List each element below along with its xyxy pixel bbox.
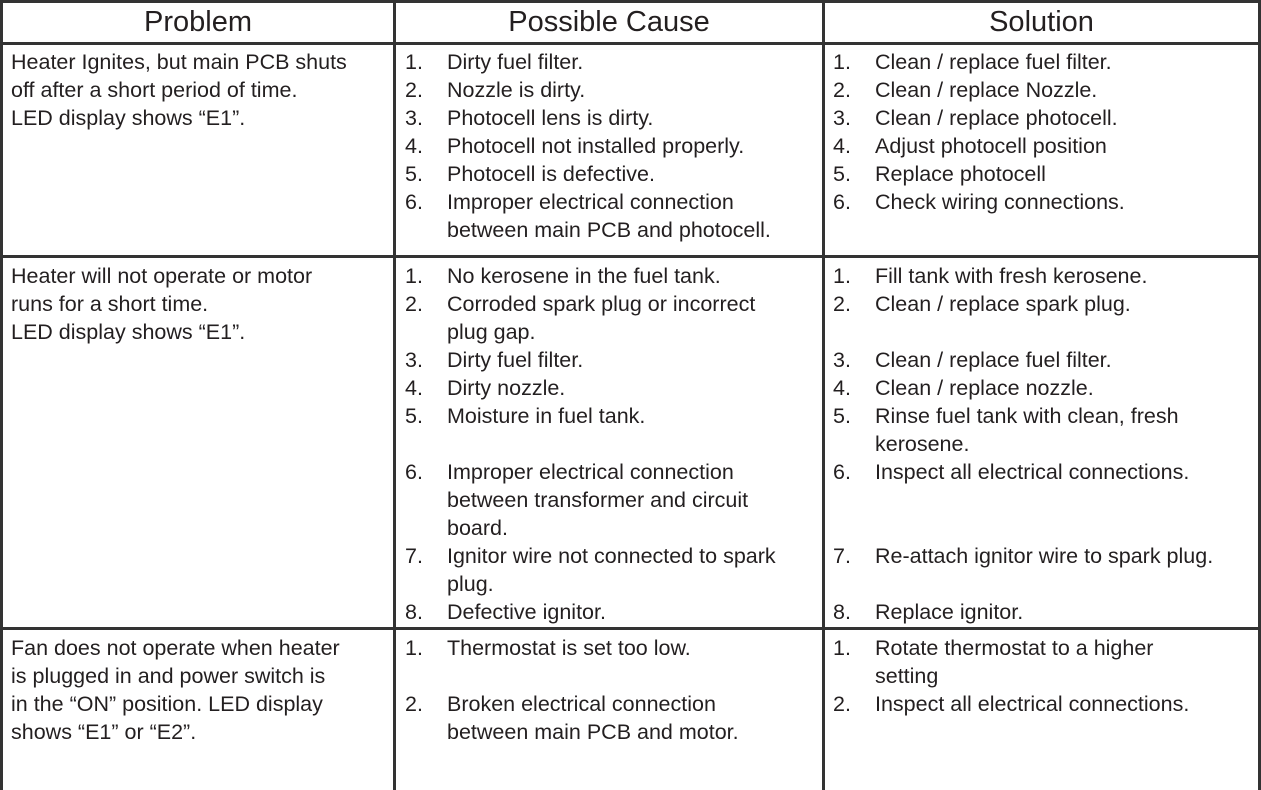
item-number: 8. xyxy=(833,600,851,624)
item-text: between transformer and circuit xyxy=(447,488,749,512)
item-text: between main PCB and photocell. xyxy=(447,218,771,242)
item-number: 3. xyxy=(833,348,851,372)
item-text: Photocell not installed properly. xyxy=(447,134,745,158)
item-number: 2. xyxy=(405,78,423,102)
problem-line: shows “E1” or “E2”. xyxy=(11,720,197,744)
item-text: Thermostat is set too low. xyxy=(447,636,691,660)
header-problem: Problem xyxy=(144,6,252,38)
item-text: Dirty nozzle. xyxy=(447,376,566,400)
item-number: 4. xyxy=(833,376,851,400)
item-number: 1. xyxy=(405,636,423,660)
item-text: Photocell is defective. xyxy=(447,162,655,186)
item-number: 4. xyxy=(405,134,423,158)
column-divider xyxy=(393,0,396,790)
item-text: Fill tank with fresh kerosene. xyxy=(875,264,1148,288)
item-number: 2. xyxy=(405,692,423,716)
item-number: 4. xyxy=(833,134,851,158)
item-text: Replace photocell xyxy=(875,162,1046,186)
header-divider xyxy=(0,42,1261,45)
item-number: 3. xyxy=(405,106,423,130)
row-divider xyxy=(0,627,1261,630)
table-border-left xyxy=(0,0,3,790)
item-text: Photocell lens is dirty. xyxy=(447,106,654,130)
problem-line: is plugged in and power switch is xyxy=(11,664,326,688)
item-number: 2. xyxy=(833,78,851,102)
item-text: Nozzle is dirty. xyxy=(447,78,586,102)
problem-line: in the “ON” position. LED display xyxy=(11,692,323,716)
item-text: Rotate thermostat to a higher xyxy=(875,636,1154,660)
item-number: 5. xyxy=(833,162,851,186)
problem-line: runs for a short time. xyxy=(11,292,209,316)
header-solution: Solution xyxy=(989,6,1094,38)
problem-line: LED display shows “E1”. xyxy=(11,320,246,344)
item-text: Inspect all electrical connections. xyxy=(875,460,1190,484)
item-number: 6. xyxy=(405,460,423,484)
item-text: Check wiring connections. xyxy=(875,190,1125,214)
problem-line: Heater Ignites, but main PCB shuts xyxy=(11,50,347,74)
item-number: 6. xyxy=(833,190,851,214)
item-number: 2. xyxy=(405,292,423,316)
item-number: 8. xyxy=(405,600,423,624)
item-number: 1. xyxy=(833,50,851,74)
item-number: 1. xyxy=(833,264,851,288)
item-number: 6. xyxy=(405,190,423,214)
item-text: Replace ignitor. xyxy=(875,600,1024,624)
item-text: Clean / replace Nozzle. xyxy=(875,78,1098,102)
item-text: plug gap. xyxy=(447,320,536,344)
item-text: setting xyxy=(875,664,939,688)
item-number: 2. xyxy=(833,292,851,316)
item-text: Ignitor wire not connected to spark xyxy=(447,544,776,568)
item-text: board. xyxy=(447,516,508,540)
item-text: Dirty fuel filter. xyxy=(447,50,584,74)
item-text: plug. xyxy=(447,572,494,596)
item-number: 1. xyxy=(405,50,423,74)
item-text: Clean / replace spark plug. xyxy=(875,292,1131,316)
item-text: Clean / replace nozzle. xyxy=(875,376,1094,400)
item-text: Moisture in fuel tank. xyxy=(447,404,646,428)
item-text: kerosene. xyxy=(875,432,970,456)
item-text: Improper electrical connection xyxy=(447,460,734,484)
item-number: 3. xyxy=(405,348,423,372)
problem-line: Fan does not operate when heater xyxy=(11,636,340,660)
item-text: Improper electrical connection xyxy=(447,190,734,214)
item-text: Re-attach ignitor wire to spark plug. xyxy=(875,544,1214,568)
item-number: 2. xyxy=(833,692,851,716)
item-number: 6. xyxy=(833,460,851,484)
item-text: Corroded spark plug or incorrect xyxy=(447,292,756,316)
problem-line: off after a short period of time. xyxy=(11,78,298,102)
item-number: 3. xyxy=(833,106,851,130)
item-text: Clean / replace fuel filter. xyxy=(875,50,1112,74)
item-number: 1. xyxy=(405,264,423,288)
item-text: Defective ignitor. xyxy=(447,600,606,624)
item-number: 5. xyxy=(405,404,423,428)
item-number: 1. xyxy=(833,636,851,660)
item-text: Inspect all electrical connections. xyxy=(875,692,1190,716)
problem-line: Heater will not operate or motor xyxy=(11,264,313,288)
item-text: between main PCB and motor. xyxy=(447,720,739,744)
item-text: Adjust photocell position xyxy=(875,134,1107,158)
item-number: 7. xyxy=(405,544,423,568)
item-number: 7. xyxy=(833,544,851,568)
item-number: 5. xyxy=(405,162,423,186)
problem-line: LED display shows “E1”. xyxy=(11,106,246,130)
item-text: Rinse fuel tank with clean, fresh xyxy=(875,404,1179,428)
item-text: Clean / replace fuel filter. xyxy=(875,348,1112,372)
item-number: 4. xyxy=(405,376,423,400)
item-number: 5. xyxy=(833,404,851,428)
item-text: Clean / replace photocell. xyxy=(875,106,1118,130)
item-text: Broken electrical connection xyxy=(447,692,716,716)
header-possible-cause: Possible Cause xyxy=(508,6,710,38)
item-text: No kerosene in the fuel tank. xyxy=(447,264,721,288)
item-text: Dirty fuel filter. xyxy=(447,348,584,372)
row-divider xyxy=(0,255,1261,258)
column-divider xyxy=(822,0,825,790)
